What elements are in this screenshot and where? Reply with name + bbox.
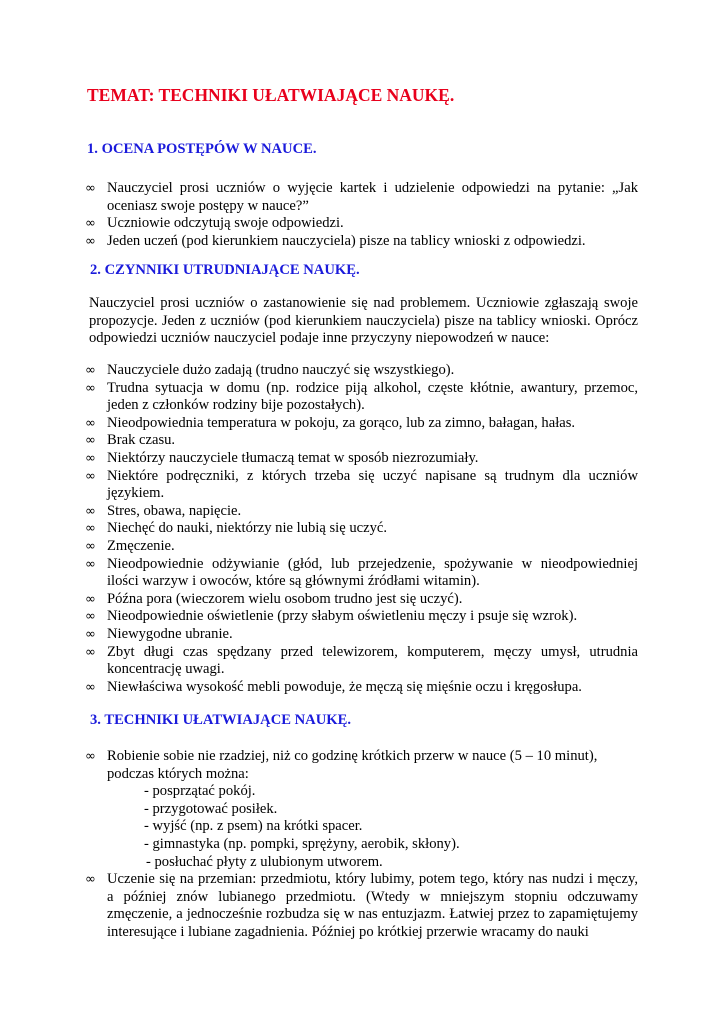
infinity-bullet-icon: ∞ xyxy=(85,380,96,396)
list-item xyxy=(0,538,638,556)
sub-item: - wyjść (np. z psem) na krótki spacer. xyxy=(144,818,363,835)
list-item-continuation: podczas których można: xyxy=(107,765,249,782)
list-item xyxy=(0,215,638,233)
list-item xyxy=(0,748,638,871)
list-item-text: Stres, obawa, napięcie. xyxy=(107,502,242,519)
section-1-list xyxy=(0,180,638,250)
list-item-text: Niechęć do nauki, niektórzy nie lubią się uczyć. xyxy=(107,520,388,537)
list-item-text: Niewygodne ubranie. xyxy=(107,625,233,642)
section-1-heading: 1. OCENA POSTĘPÓW W NAUCE. xyxy=(87,141,317,157)
infinity-bullet-icon: ∞ xyxy=(85,556,96,572)
list-item-text: Niewłaściwa wysokość mebli powoduje, że męczą się mięśnie oczu i kręgosłupa. xyxy=(107,678,582,695)
list-item-text: Uczenie się na przemian: przedmiotu, który lubimy, potem tego, który nas nudzi i męczy, a później znów lubianego przedmiotu. (Wtedy w mniejszym stopniu odczuwamy zmęczenie, a jednocześnie rozbudza się w nas entuzjazm. Łatwiej przez to zapamiętujemy interesujące i lubiane zagadnienia. Później po krótkiej przerwie wracamy do nauki xyxy=(107,871,638,940)
list-item-text: Nauczyciel prosi uczniów o wyjęcie kartek i udzielenie odpowiedzi na pytanie: „Jak oceniasz swoje postępy w nauce?” xyxy=(107,180,638,214)
infinity-bullet-icon: ∞ xyxy=(85,872,96,888)
list-item xyxy=(0,415,638,433)
infinity-bullet-icon: ∞ xyxy=(85,415,96,431)
list-item xyxy=(0,362,638,380)
list-item-text: Nieodpowiednie odżywianie (głód, lub przejedzenie, spożywanie w nieodpowiedniej ilości warzyw i owoców, które są głównymi źródłami witamin). xyxy=(107,555,638,590)
infinity-bullet-icon: ∞ xyxy=(85,679,96,695)
list-item-text: Niektóre podręczniki, z których trzeba się uczyć napisane są trudnym dla uczniów językiem. xyxy=(107,467,638,502)
list-item xyxy=(0,871,638,941)
infinity-bullet-icon: ∞ xyxy=(85,363,96,378)
infinity-bullet-icon: ∞ xyxy=(85,503,96,519)
page-title: TEMAT: TECHNIKI UŁATWIAJĄCE NAUKĘ. xyxy=(87,85,455,105)
list-item-text: Niektórzy nauczyciele tłumaczą temat w sposób niezrozumiały. xyxy=(107,449,479,466)
list-item-text: Robienie sobie nie rzadziej, niż co godzinę krótkich przerw w nauce (5 – 10 minut), xyxy=(107,748,598,764)
list-item xyxy=(0,468,638,503)
list-item xyxy=(0,679,638,697)
infinity-bullet-icon: ∞ xyxy=(85,216,96,232)
list-item xyxy=(0,503,638,521)
infinity-bullet-icon: ∞ xyxy=(85,749,96,764)
infinity-bullet-icon: ∞ xyxy=(85,644,96,660)
list-item-text: Uczniowie odczytują swoje odpowiedzi. xyxy=(107,215,344,232)
list-item xyxy=(0,591,638,609)
section-3-heading: 3. TECHNIKI UŁATWIAJĄCE NAUKĘ. xyxy=(90,712,351,728)
infinity-bullet-icon: ∞ xyxy=(85,591,96,607)
list-item xyxy=(0,644,638,679)
list-item-text: Nieodpowiednie oświetlenie (przy słabym oświetleniu męczy i psuje się wzrok). xyxy=(107,608,578,625)
list-item-text: Zmęczenie. xyxy=(107,537,175,554)
sub-item: - przygotować posiłek. xyxy=(144,800,278,817)
list-item xyxy=(0,520,638,538)
infinity-bullet-icon: ∞ xyxy=(85,521,96,537)
list-item-text: Jeden uczeń (pod kierunkiem nauczyciela) pisze na tablicy wnioski z odpowiedzi. xyxy=(107,232,586,249)
infinity-bullet-icon: ∞ xyxy=(85,538,96,554)
list-item-text: Nieodpowiednia temperatura w pokoju, za gorąco, lub za zimno, bałagan, hałas. xyxy=(107,414,576,431)
infinity-bullet-icon: ∞ xyxy=(85,626,96,642)
list-item-text: Trudna sytuacja w domu (np. rodzice piją alkohol, częste kłótnie, awantury, przemoc, jeden z członków rodziny bije pozostałych). xyxy=(107,379,638,414)
infinity-bullet-icon: ∞ xyxy=(85,450,96,466)
section-2-list xyxy=(0,362,638,696)
sub-item: - posprzątać pokój. xyxy=(144,783,256,800)
list-item-text: Brak czasu. xyxy=(107,432,176,449)
section-2-heading: 2. CZYNNIKI UTRUDNIAJĄCE NAUKĘ. xyxy=(90,262,360,278)
list-item-text: Zbyt długi czas spędzany przed telewizorem, komputerem, męczy umysł, utrudnia koncentrację uwagi. xyxy=(107,643,638,678)
list-item xyxy=(0,450,638,468)
list-item xyxy=(0,180,638,215)
infinity-bullet-icon: ∞ xyxy=(85,233,96,249)
section-3-list xyxy=(0,748,638,942)
list-item xyxy=(0,556,638,591)
section-2-paragraph: Nauczyciel prosi uczniów o zastanowienie się nad problemem. Uczniowie zgłaszają swoje propozycje. Jeden z uczniów (pod kierunkiem nauczyciela) pisze na tablicy wnioski. Oprócz odpowiedzi uczniów nauczyciel podaje inne przyczyny niepowodzeń w nauce: xyxy=(89,295,638,347)
list-item xyxy=(0,432,638,450)
infinity-bullet-icon: ∞ xyxy=(85,433,96,449)
infinity-bullet-icon: ∞ xyxy=(85,181,96,196)
list-item xyxy=(0,380,638,415)
list-item-text: Późna pora (wieczorem wielu osobom trudno jest się uczyć). xyxy=(107,590,463,607)
list-item-text: Nauczyciele dużo zadają (trudno nauczyć się wszystkiego). xyxy=(107,362,455,378)
infinity-bullet-icon: ∞ xyxy=(85,468,96,484)
list-item xyxy=(0,233,638,251)
sub-item: - posłuchać płyty z ulubionym utworem. xyxy=(146,853,383,870)
list-item xyxy=(0,608,638,626)
sub-item: - gimnastyka (np. pompki, sprężyny, aerobik, skłony). xyxy=(144,835,460,852)
list-item xyxy=(0,626,638,644)
infinity-bullet-icon: ∞ xyxy=(85,609,96,625)
